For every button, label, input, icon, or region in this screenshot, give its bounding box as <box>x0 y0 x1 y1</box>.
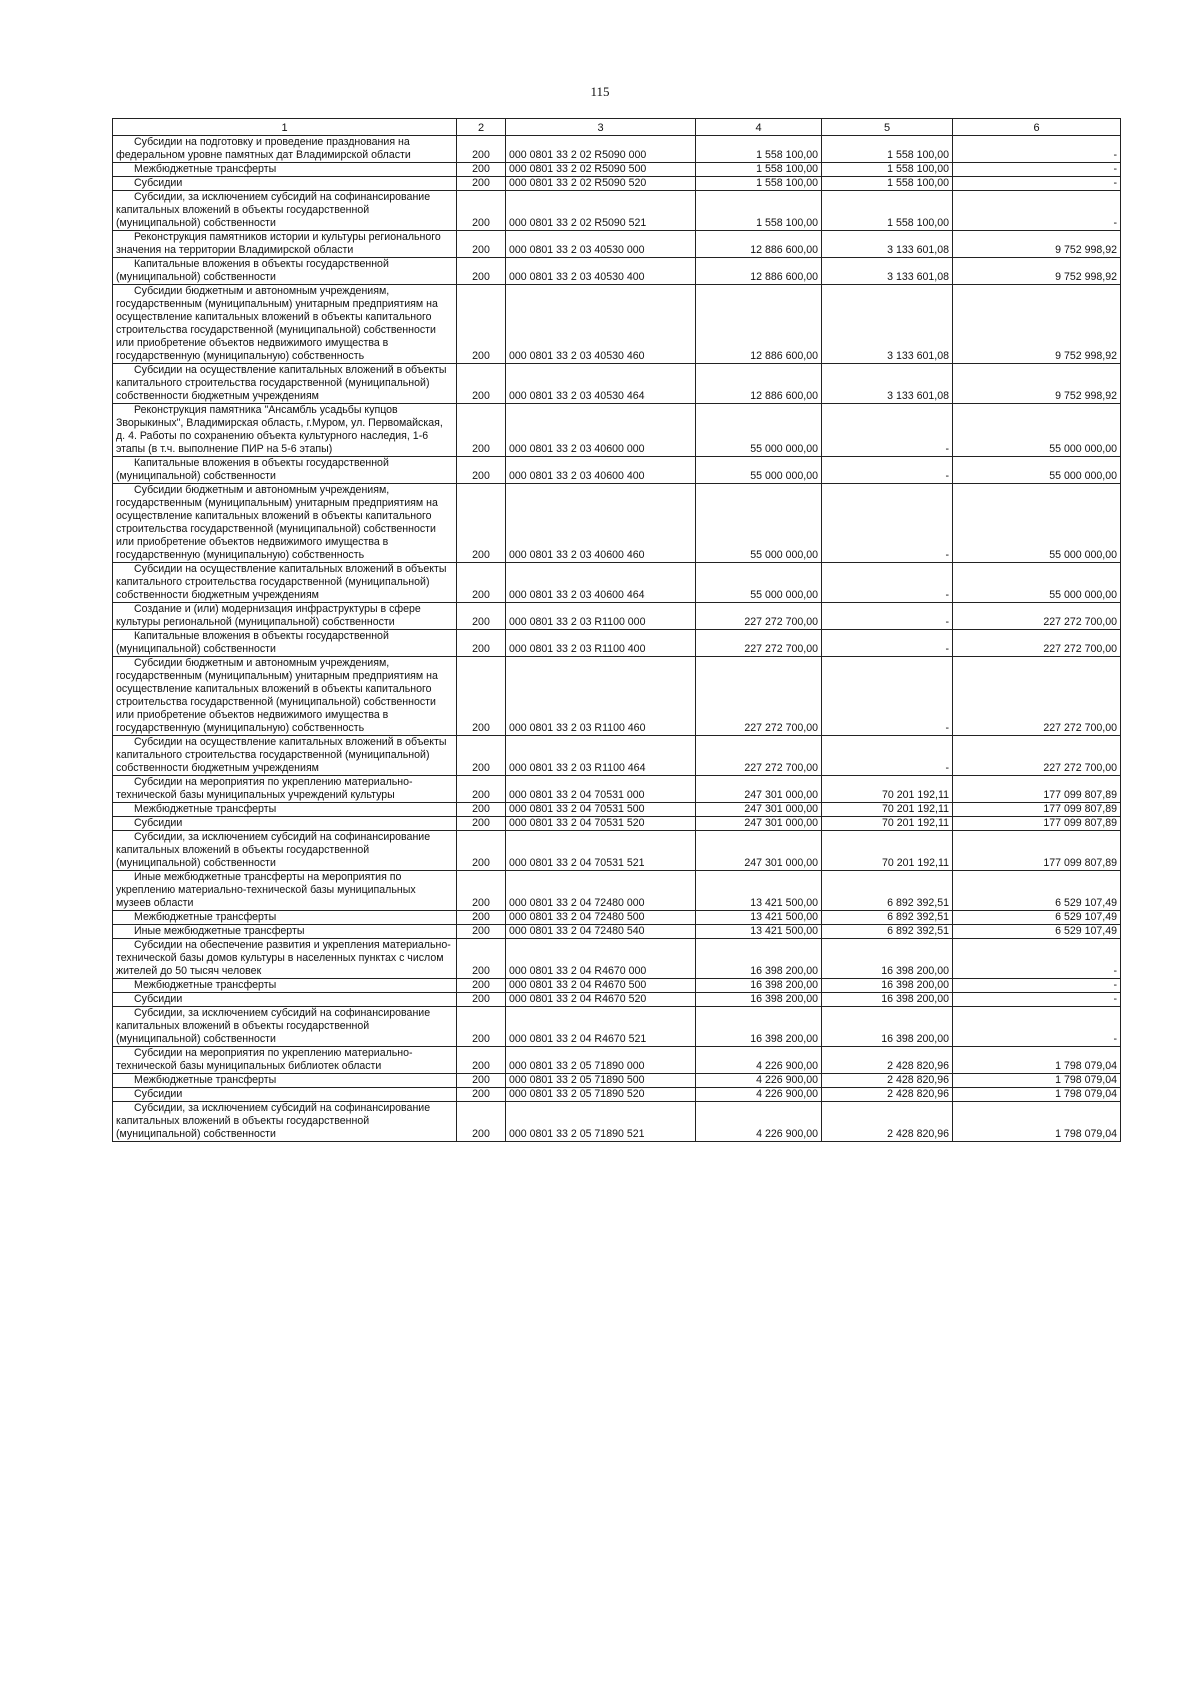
row-amount-col4: 13 421 500,00 <box>696 871 822 911</box>
row-amount-col5: 70 201 192,11 <box>822 776 953 803</box>
row-amount-col4: 227 272 700,00 <box>696 657 822 736</box>
row-amount-col4: 4 226 900,00 <box>696 1074 822 1088</box>
row-name <box>113 831 457 871</box>
row-name-text: Субсидии на обеспечение развития и укрепления материально-технической базы домов культуры в населенных пунктах с числом жителей до 50 тысяч человек <box>116 939 451 977</box>
row-name-text: Реконструкция памятника "Ансамбль усадьбы купцов Зворыкиных", Владимирская область, г.Муром, ул. Первомайская, д. 4. Работы по сохранению объекта культурного наследия, 1-6 этапы (в т.ч. выполнение ПИР на 5-6 этапы) <box>116 404 443 455</box>
row-code: 200 <box>457 404 506 457</box>
row-kbk-code: 000 0801 33 2 04 70531 500 <box>506 803 696 817</box>
table-row <box>113 911 1121 925</box>
row-amount-col4: 227 272 700,00 <box>696 736 822 776</box>
row-kbk-code: 000 0801 33 2 03 R1100 000 <box>506 603 696 630</box>
table-row <box>113 1047 1121 1074</box>
row-code: 200 <box>457 1102 506 1142</box>
row-code: 200 <box>457 364 506 404</box>
row-code: 200 <box>457 136 506 163</box>
row-amount-col5: 16 398 200,00 <box>822 979 953 993</box>
row-kbk-code: 000 0801 33 2 03 40530 460 <box>506 285 696 364</box>
table-row <box>113 657 1121 736</box>
row-code: 200 <box>457 871 506 911</box>
row-name-text: Капитальные вложения в объекты государственной (муниципальной) собственности <box>116 457 389 482</box>
row-name-text: Субсидии <box>134 177 183 189</box>
row-amount-col5: 16 398 200,00 <box>822 993 953 1007</box>
table-row <box>113 630 1121 657</box>
row-amount-col4: 13 421 500,00 <box>696 925 822 939</box>
row-amount-col4: 12 886 600,00 <box>696 285 822 364</box>
row-name-text: Иные межбюджетные трансферты <box>134 925 305 937</box>
row-code: 200 <box>457 603 506 630</box>
row-amount-col5: 3 133 601,08 <box>822 258 953 285</box>
row-amount-col5: 3 133 601,08 <box>822 364 953 404</box>
row-kbk-code: 000 0801 33 2 02 R5090 520 <box>506 177 696 191</box>
table-row <box>113 1007 1121 1047</box>
row-code: 200 <box>457 911 506 925</box>
row-name <box>113 231 457 258</box>
table-header <box>113 119 1121 136</box>
row-name-text: Капитальные вложения в объекты государственной (муниципальной) собственности <box>116 630 389 655</box>
row-name-text: Реконструкция памятников истории и культуры регионального значения на территории Владимирской области <box>116 231 441 256</box>
row-name <box>113 484 457 563</box>
row-amount-col4: 4 226 900,00 <box>696 1102 822 1142</box>
row-kbk-code: 000 0801 33 2 04 70531 000 <box>506 776 696 803</box>
table-row <box>113 563 1121 603</box>
row-name-text: Капитальные вложения в объекты государственной (муниципальной) собственности <box>116 258 389 283</box>
row-name-text: Субсидии на осуществление капитальных вложений в объекты капитального строительства государственной (муниципальной) собственности бюджетным учреждениям <box>116 364 447 402</box>
row-kbk-code: 000 0801 33 2 03 R1100 464 <box>506 736 696 776</box>
row-amount-col4: 227 272 700,00 <box>696 630 822 657</box>
table-row <box>113 1074 1121 1088</box>
row-code: 200 <box>457 1074 506 1088</box>
row-amount-col5: 70 201 192,11 <box>822 803 953 817</box>
row-amount-col5: 16 398 200,00 <box>822 939 953 979</box>
table-row <box>113 817 1121 831</box>
row-code: 200 <box>457 657 506 736</box>
row-kbk-code: 000 0801 33 2 04 R4670 500 <box>506 979 696 993</box>
row-name <box>113 191 457 231</box>
row-amount-col5: 70 201 192,11 <box>822 831 953 871</box>
row-amount-col6: 9 752 998,92 <box>953 364 1121 404</box>
row-name-text: Субсидии <box>134 817 183 829</box>
row-amount-col4: 4 226 900,00 <box>696 1047 822 1074</box>
row-amount-col4: 55 000 000,00 <box>696 484 822 563</box>
row-amount-col5: 16 398 200,00 <box>822 1007 953 1047</box>
row-amount-col6: 227 272 700,00 <box>953 657 1121 736</box>
row-code: 200 <box>457 163 506 177</box>
row-name <box>113 1074 457 1088</box>
row-amount-col6: 55 000 000,00 <box>953 484 1121 563</box>
row-code: 200 <box>457 803 506 817</box>
row-code: 200 <box>457 285 506 364</box>
row-kbk-code: 000 0801 33 2 03 40600 000 <box>506 404 696 457</box>
table-row <box>113 457 1121 484</box>
row-amount-col6: 9 752 998,92 <box>953 258 1121 285</box>
table-row <box>113 871 1121 911</box>
row-amount-col4: 16 398 200,00 <box>696 1007 822 1047</box>
row-kbk-code: 000 0801 33 2 03 40530 400 <box>506 258 696 285</box>
table-row <box>113 939 1121 979</box>
page-number: 115 <box>590 84 610 99</box>
row-amount-col6: 55 000 000,00 <box>953 404 1121 457</box>
row-amount-col4: 247 301 000,00 <box>696 776 822 803</box>
row-amount-col5: - <box>822 657 953 736</box>
row-amount-col6: 177 099 807,89 <box>953 776 1121 803</box>
row-amount-col6: 6 529 107,49 <box>953 911 1121 925</box>
row-amount-col4: 55 000 000,00 <box>696 457 822 484</box>
row-name <box>113 457 457 484</box>
row-amount-col6: 9 752 998,92 <box>953 285 1121 364</box>
column-header-2: 2 <box>457 119 506 136</box>
row-kbk-code: 000 0801 33 2 03 R1100 400 <box>506 630 696 657</box>
table-body <box>113 136 1121 1142</box>
table-row <box>113 993 1121 1007</box>
row-amount-col4: 12 886 600,00 <box>696 231 822 258</box>
table-row <box>113 603 1121 630</box>
row-amount-col5: - <box>822 630 953 657</box>
row-kbk-code: 000 0801 33 2 04 R4670 520 <box>506 993 696 1007</box>
row-name-text: Субсидии <box>134 1088 183 1100</box>
table-row <box>113 484 1121 563</box>
row-code: 200 <box>457 1088 506 1102</box>
row-code: 200 <box>457 457 506 484</box>
row-amount-col6: 177 099 807,89 <box>953 831 1121 871</box>
row-name <box>113 1007 457 1047</box>
row-name <box>113 563 457 603</box>
row-amount-col5: - <box>822 404 953 457</box>
row-amount-col6: 6 529 107,49 <box>953 871 1121 911</box>
row-amount-col5: 1 558 100,00 <box>822 177 953 191</box>
row-amount-col6: 177 099 807,89 <box>953 817 1121 831</box>
row-amount-col4: 247 301 000,00 <box>696 817 822 831</box>
row-name-text: Субсидии, за исключением субсидий на софинансирование капитальных вложений в объекты государственной (муниципальной) собственности <box>116 191 431 229</box>
row-code: 200 <box>457 993 506 1007</box>
table-row <box>113 803 1121 817</box>
table-row <box>113 191 1121 231</box>
row-amount-col6: 227 272 700,00 <box>953 630 1121 657</box>
row-name-text: Субсидии на осуществление капитальных вложений в объекты капитального строительства государственной (муниципальной) собственности бюджетным учреждениям <box>116 736 447 774</box>
row-code: 200 <box>457 1007 506 1047</box>
row-amount-col5: 3 133 601,08 <box>822 231 953 258</box>
row-amount-col4: 247 301 000,00 <box>696 831 822 871</box>
row-code: 200 <box>457 258 506 285</box>
row-name <box>113 993 457 1007</box>
row-amount-col5: 1 558 100,00 <box>822 191 953 231</box>
row-name-text: Субсидии на осуществление капитальных вложений в объекты капитального строительства государственной (муниципальной) собственности бюджетным учреждениям <box>116 563 447 601</box>
row-amount-col4: 4 226 900,00 <box>696 1088 822 1102</box>
row-amount-col6: - <box>953 993 1121 1007</box>
table-row <box>113 736 1121 776</box>
row-name <box>113 630 457 657</box>
row-name <box>113 177 457 191</box>
row-name-text: Субсидии, за исключением субсидий на софинансирование капитальных вложений в объекты государственной (муниципальной) собственности <box>116 831 431 869</box>
row-kbk-code: 000 0801 33 2 02 R5090 521 <box>506 191 696 231</box>
row-kbk-code: 000 0801 33 2 04 70531 520 <box>506 817 696 831</box>
row-amount-col5: - <box>822 736 953 776</box>
row-name-text: Межбюджетные трансферты <box>134 803 277 815</box>
row-amount-col4: 227 272 700,00 <box>696 603 822 630</box>
row-name-text: Субсидии на подготовку и проведение празднования на федеральном уровне памятных дат Владимирской области <box>116 136 411 161</box>
row-kbk-code: 000 0801 33 2 04 R4670 000 <box>506 939 696 979</box>
row-kbk-code: 000 0801 33 2 03 40530 000 <box>506 231 696 258</box>
row-code: 200 <box>457 563 506 603</box>
row-amount-col4: 1 558 100,00 <box>696 136 822 163</box>
row-name-text: Субсидии бюджетным и автономным учреждениям, государственным (муниципальным) унитарным предприятиям на осуществление капитальных вложений в объекты капитального строительства государственной (муниципальной) собственности или приобретение объектов недвижимого имущества в государственную (муниципальную) собственность <box>116 657 438 734</box>
row-code: 200 <box>457 939 506 979</box>
table-row <box>113 163 1121 177</box>
row-code: 200 <box>457 484 506 563</box>
table-row <box>113 177 1121 191</box>
table-row <box>113 776 1121 803</box>
row-kbk-code: 000 0801 33 2 04 72480 000 <box>506 871 696 911</box>
row-amount-col5: 1 558 100,00 <box>822 163 953 177</box>
table-row <box>113 285 1121 364</box>
row-code: 200 <box>457 177 506 191</box>
row-name <box>113 871 457 911</box>
row-amount-col5: - <box>822 563 953 603</box>
row-amount-col4: 12 886 600,00 <box>696 258 822 285</box>
row-name-text: Иные межбюджетные трансферты на мероприятия по укреплению материально-технической базы муниципальных музеев области <box>116 871 416 909</box>
row-name <box>113 657 457 736</box>
table-row <box>113 1088 1121 1102</box>
row-name <box>113 603 457 630</box>
row-name-text: Субсидии на мероприятия по укреплению материально-технической базы муниципальных учреждений культуры <box>116 776 413 801</box>
row-name-text: Межбюджетные трансферты <box>134 163 277 175</box>
row-amount-col6: 1 798 079,04 <box>953 1102 1121 1142</box>
row-kbk-code: 000 0801 33 2 05 71890 500 <box>506 1074 696 1088</box>
table-row <box>113 231 1121 258</box>
table-row <box>113 258 1121 285</box>
row-amount-col5: 2 428 820,96 <box>822 1074 953 1088</box>
row-name <box>113 163 457 177</box>
row-amount-col5: 70 201 192,11 <box>822 817 953 831</box>
row-amount-col4: 16 398 200,00 <box>696 979 822 993</box>
row-amount-col5: 6 892 392,51 <box>822 871 953 911</box>
row-name <box>113 736 457 776</box>
table-row <box>113 404 1121 457</box>
row-name <box>113 979 457 993</box>
row-name <box>113 404 457 457</box>
row-kbk-code: 000 0801 33 2 04 72480 540 <box>506 925 696 939</box>
table-row <box>113 831 1121 871</box>
row-code: 200 <box>457 776 506 803</box>
row-amount-col4: 1 558 100,00 <box>696 163 822 177</box>
row-name-text: Межбюджетные трансферты <box>134 911 277 923</box>
row-kbk-code: 000 0801 33 2 03 40600 460 <box>506 484 696 563</box>
row-name-text: Создание и (или) модернизация инфраструктуры в сфере культуры региональной (муниципальной) собственности <box>116 603 421 628</box>
row-kbk-code: 000 0801 33 2 03 R1100 460 <box>506 657 696 736</box>
row-amount-col6: 227 272 700,00 <box>953 736 1121 776</box>
row-code: 200 <box>457 191 506 231</box>
row-amount-col6: - <box>953 177 1121 191</box>
row-kbk-code: 000 0801 33 2 04 70531 521 <box>506 831 696 871</box>
row-kbk-code: 000 0801 33 2 03 40530 464 <box>506 364 696 404</box>
row-amount-col4: 55 000 000,00 <box>696 563 822 603</box>
row-name <box>113 136 457 163</box>
row-amount-col6: - <box>953 191 1121 231</box>
table-row <box>113 979 1121 993</box>
row-name <box>113 911 457 925</box>
row-amount-col6: 9 752 998,92 <box>953 231 1121 258</box>
row-name-text: Субсидии <box>134 993 183 1005</box>
row-amount-col4: 55 000 000,00 <box>696 404 822 457</box>
row-name <box>113 817 457 831</box>
row-name-text: Субсидии бюджетным и автономным учреждениям, государственным (муниципальным) унитарным предприятиям на осуществление капитальных вложений в объекты капитального строительства государственной (муниципальной) собственности или приобретение объектов недвижимого имущества в государственную (муниципальную) собственность <box>116 484 438 561</box>
row-name-text: Субсидии, за исключением субсидий на софинансирование капитальных вложений в объекты государственной (муниципальной) собственности <box>116 1007 431 1045</box>
row-kbk-code: 000 0801 33 2 04 72480 500 <box>506 911 696 925</box>
row-name <box>113 258 457 285</box>
row-code: 200 <box>457 736 506 776</box>
row-code: 200 <box>457 817 506 831</box>
row-amount-col6: - <box>953 1007 1121 1047</box>
row-amount-col5: 1 558 100,00 <box>822 136 953 163</box>
column-header-3: 3 <box>506 119 696 136</box>
row-amount-col6: 6 529 107,49 <box>953 925 1121 939</box>
row-name-text: Межбюджетные трансферты <box>134 1074 277 1086</box>
row-kbk-code: 000 0801 33 2 05 71890 521 <box>506 1102 696 1142</box>
row-amount-col6: - <box>953 979 1121 993</box>
row-amount-col5: - <box>822 457 953 484</box>
row-amount-col6: 227 272 700,00 <box>953 603 1121 630</box>
row-amount-col5: 2 428 820,96 <box>822 1047 953 1074</box>
row-amount-col4: 16 398 200,00 <box>696 939 822 979</box>
row-amount-col5: - <box>822 484 953 563</box>
row-code: 200 <box>457 1047 506 1074</box>
row-name <box>113 1102 457 1142</box>
row-code: 200 <box>457 925 506 939</box>
row-amount-col6: 55 000 000,00 <box>953 457 1121 484</box>
row-amount-col4: 13 421 500,00 <box>696 911 822 925</box>
row-amount-col5: - <box>822 603 953 630</box>
column-header-1: 1 <box>113 119 457 136</box>
row-name <box>113 364 457 404</box>
row-code: 200 <box>457 979 506 993</box>
row-code: 200 <box>457 630 506 657</box>
row-name <box>113 776 457 803</box>
row-amount-col5: 3 133 601,08 <box>822 285 953 364</box>
row-amount-col4: 16 398 200,00 <box>696 993 822 1007</box>
row-amount-col6: 1 798 079,04 <box>953 1047 1121 1074</box>
row-name <box>113 285 457 364</box>
row-kbk-code: 000 0801 33 2 03 40600 400 <box>506 457 696 484</box>
column-header-6: 6 <box>953 119 1121 136</box>
row-name <box>113 939 457 979</box>
row-amount-col4: 1 558 100,00 <box>696 177 822 191</box>
row-kbk-code: 000 0801 33 2 04 R4670 521 <box>506 1007 696 1047</box>
table-row <box>113 136 1121 163</box>
row-kbk-code: 000 0801 33 2 02 R5090 000 <box>506 136 696 163</box>
row-amount-col5: 2 428 820,96 <box>822 1102 953 1142</box>
row-amount-col6: 177 099 807,89 <box>953 803 1121 817</box>
row-name <box>113 1047 457 1074</box>
row-name-text: Субсидии бюджетным и автономным учреждениям, государственным (муниципальным) унитарным предприятиям на осуществление капитальных вложений в объекты капитального строительства государственной (муниципальной) собственности или приобретение объектов недвижимого имущества в государственную (муниципальную) собственность <box>116 285 438 362</box>
header-row <box>113 119 1121 136</box>
row-kbk-code: 000 0801 33 2 05 71890 000 <box>506 1047 696 1074</box>
table-row <box>113 925 1121 939</box>
row-name <box>113 925 457 939</box>
row-code: 200 <box>457 231 506 258</box>
row-amount-col6: 55 000 000,00 <box>953 563 1121 603</box>
row-amount-col6: - <box>953 136 1121 163</box>
row-name <box>113 803 457 817</box>
row-amount-col4: 12 886 600,00 <box>696 364 822 404</box>
row-kbk-code: 000 0801 33 2 03 40600 464 <box>506 563 696 603</box>
row-amount-col4: 247 301 000,00 <box>696 803 822 817</box>
row-amount-col4: 1 558 100,00 <box>696 191 822 231</box>
table-row <box>113 364 1121 404</box>
column-header-5: 5 <box>822 119 953 136</box>
row-amount-col5: 2 428 820,96 <box>822 1088 953 1102</box>
row-name-text: Субсидии, за исключением субсидий на софинансирование капитальных вложений в объекты государственной (муниципальной) собственности <box>116 1102 431 1140</box>
row-amount-col6: 1 798 079,04 <box>953 1088 1121 1102</box>
row-amount-col5: 6 892 392,51 <box>822 925 953 939</box>
row-amount-col6: - <box>953 939 1121 979</box>
row-amount-col6: - <box>953 163 1121 177</box>
row-amount-col6: 1 798 079,04 <box>953 1074 1121 1088</box>
row-code: 200 <box>457 831 506 871</box>
table-row <box>113 1102 1121 1142</box>
row-name-text: Субсидии на мероприятия по укреплению материально-технической базы муниципальных библиотек области <box>116 1047 413 1072</box>
row-amount-col5: 6 892 392,51 <box>822 911 953 925</box>
row-kbk-code: 000 0801 33 2 02 R5090 500 <box>506 163 696 177</box>
row-name-text: Межбюджетные трансферты <box>134 979 277 991</box>
budget-table <box>112 118 1121 1142</box>
column-header-4: 4 <box>696 119 822 136</box>
row-name <box>113 1088 457 1102</box>
row-kbk-code: 000 0801 33 2 05 71890 520 <box>506 1088 696 1102</box>
